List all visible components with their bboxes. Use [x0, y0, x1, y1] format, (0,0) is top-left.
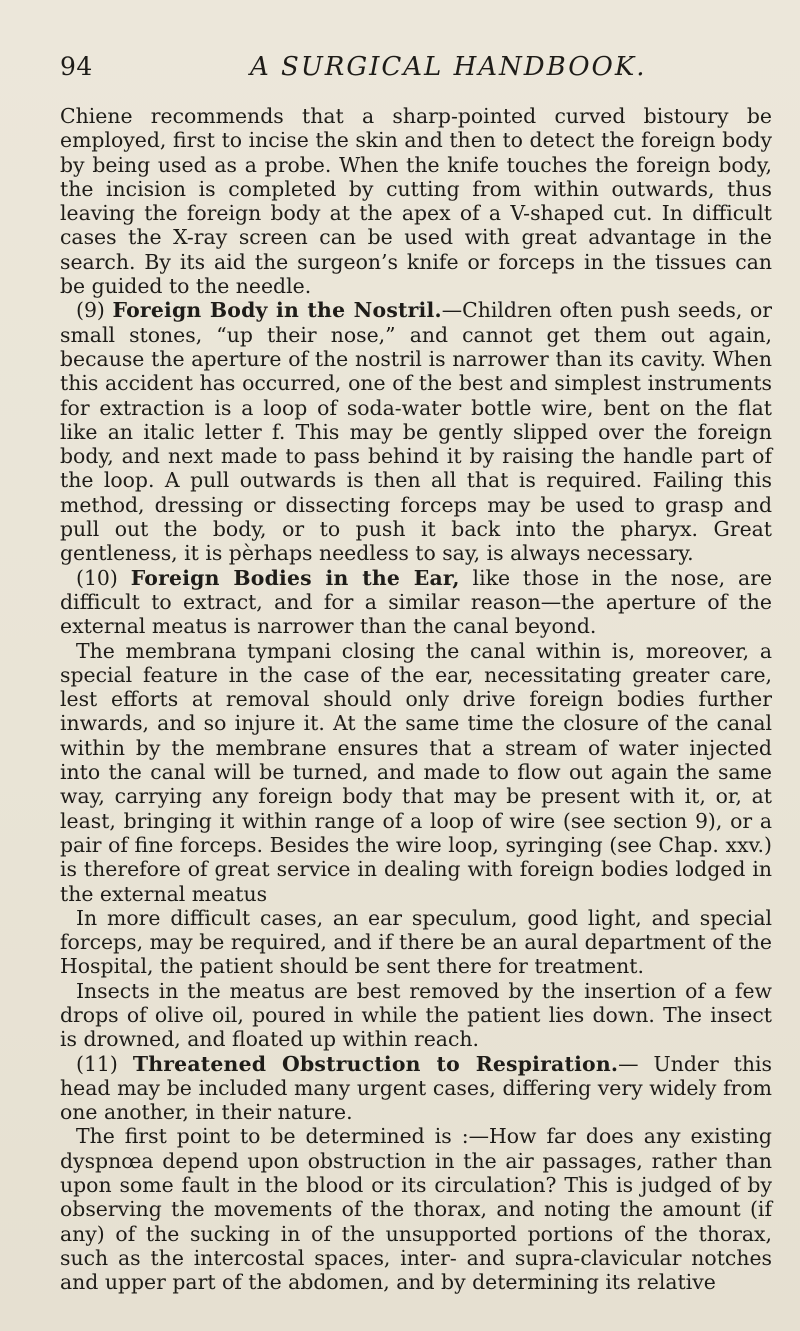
running-head [60, 52, 760, 92]
paragraph-text: In more difficult cases, an ear speculum, good light, and special forceps, may be required, and if there be an aural department of the Hospital, the patient should be sent there for treatment. [60, 905, 772, 979]
paragraph-text: The membrana tympani closing the canal within is, moreover, a special feature in the case of the ear, necessitating greater care, lest efforts at removal should only drive foreign bodies further inwards, and so injure it. At the same time the closure of the canal within by the membrane ensures that a stream of water injected into the canal will be turned, and made to flow out again the same way, carrying any foreign body that may be present with it, or, at least, bringing it within range of a loop of wire (see section 9), or a pair of fine forceps. Besides the wire loop, syringing (see Chap. xxv.) is therefore of great service in dealing with foreign bodies lodged in the external meatus [60, 638, 772, 906]
paragraph-text: —Children often push seeds, or small stones, “up their nose,” and cannot get them out again, because the aperture of the nostril is narrower than its cavity. When this accident has occurred, one of the best and simplest instruments for extraction is a loop of soda-water bottle wire, bent on the flat like an italic letter f. This may be gently slipped over the foreign body, and next made to pass behind it by raising the handle part of the loop. A pull outwards is then all that is required. Failing this method, dressing or dissecting forceps may be used to grasp and pull out the body, or to push it back into the pharyx. Great gentleness, it is pèrhaps needless to say, is always necessary. [60, 298, 773, 566]
paragraph-foreign-bodies-ear [60, 566, 772, 639]
running-title: A SURGICAL HANDBOOK. [250, 52, 647, 82]
section-heading: Threatened Obstruction to Respiration. [132, 1051, 619, 1076]
section-heading: Foreign Body in the Nostril. [112, 298, 442, 323]
paragraph-foreign-body-nostril [60, 298, 772, 565]
section-number: (10) [76, 565, 118, 590]
paragraph-difficult-cases [60, 906, 772, 979]
section-number: (11) [76, 1051, 118, 1076]
paragraph-obstruction-respiration [60, 1052, 772, 1125]
paragraph-chiene-method [60, 104, 772, 298]
body-text [60, 104, 772, 1295]
paragraph-text: Chiene recommends that a sharp-pointed curved bistoury be employed, first to incise the skin and then to detect the foreign body by being used as a probe. When the knife touches the foreign body, the incision is completed by cutting from within outwards, thus leaving the foreign body at the apex of a V-shaped cut. In difficult cases the X-ray screen can be used with great advantage in the search. By its aid the surgeon’s knife or forceps in the tissues can be guided to the needle. [60, 104, 772, 299]
paragraph-text: The first point to be determined is :—How far does any existing dyspnœa depend upon obstruction in the air passages, rather than upon some fault in the blood or its circulation? This is judged of by observing the movements of the thorax, and noting the amount (if any) of the sucking in of the unsupported portions of the thorax, such as the intercostal spaces, inter- and supra-clavicular notches and upper part of the abdomen, and by determining its relative [60, 1124, 772, 1295]
paragraph-text: — Under this head may be included many urgent cases, differing very widely from one another, in their nature. [60, 1051, 772, 1125]
paragraph-insects [60, 979, 772, 1052]
page-number: 94 [60, 52, 93, 81]
paragraph-text: Insects in the meatus are best removed by the insertion of a few drops of olive oil, poured in while the patient lies down. The insect is drowned, and floated up within reach. [60, 978, 772, 1052]
paragraph-membrana-tympani [60, 639, 772, 906]
section-heading: Foreign Bodies in the Ear, [130, 565, 460, 590]
paragraph-first-point [60, 1124, 772, 1294]
paragraph-text: like those in the nose, are difficult to extract, and for a similar reason—the aperture of the external meatus is narrower than the canal beyond. [60, 565, 773, 639]
section-number: (9) [76, 298, 105, 323]
